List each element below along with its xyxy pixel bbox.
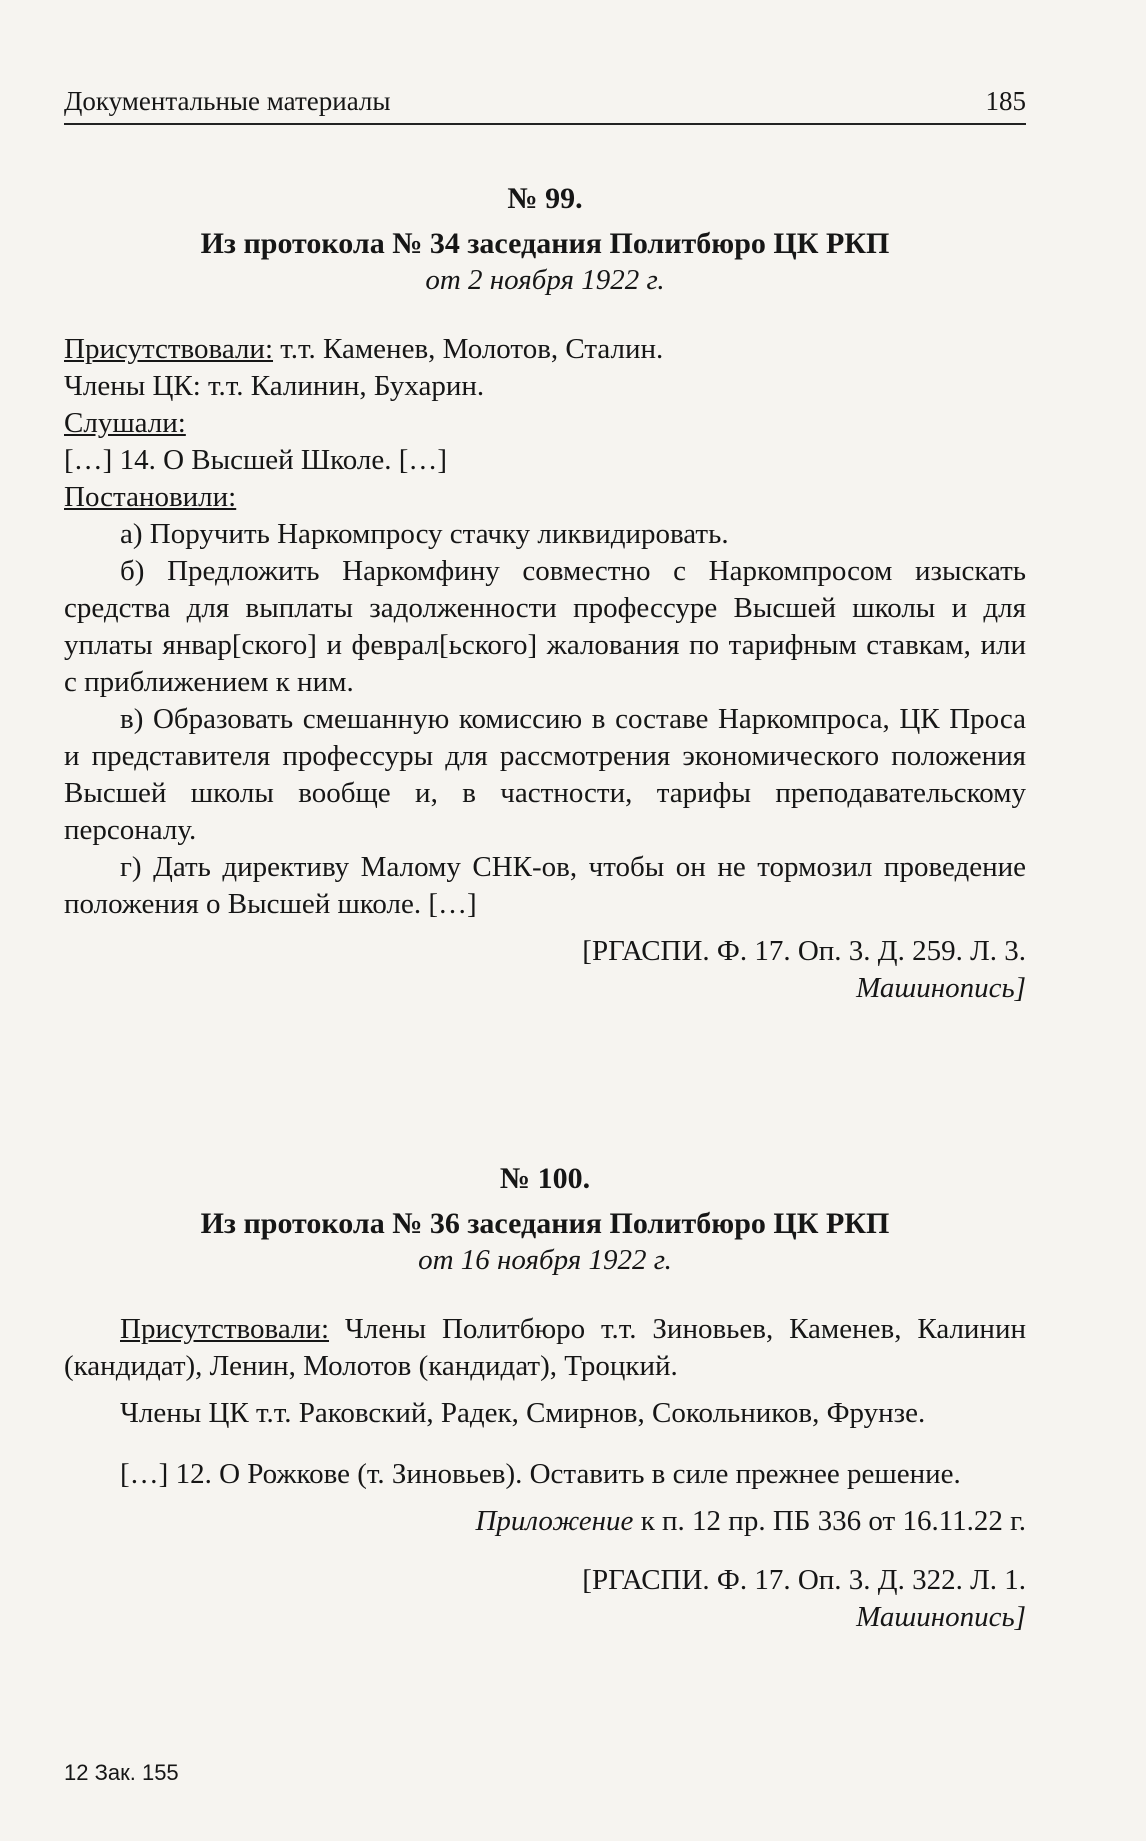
heard-item: […] 14. О Высшей Школе. […]: [64, 444, 448, 476]
document-date: от 16 ноября 1922 г.: [418, 1244, 672, 1276]
attendance-text: Члены Политбюро т.т. Зиновьев, Каменев, Калинин (кандидат), Ленин, Молотов (кандидат), Троцкий.: [64, 1313, 1026, 1382]
document-title: Из протокола № 34 заседания Политбюро ЦК РКП: [200, 227, 890, 260]
decision-item-g: г) Дать директиву Малому СНК-ов, чтобы он не тормозил проведение положения о Высшей школе. […]: [64, 851, 1026, 920]
document-number: № 100.: [499, 1162, 591, 1195]
archive-source: [РГАСПИ. Ф. 17. Оп. 3. Д. 322. Л. 1.: [582, 1564, 1026, 1596]
archive-source: [РГАСПИ. Ф. 17. Оп. 3. Д. 259. Л. 3.: [582, 935, 1026, 967]
attendance-label: Присутствовали:: [120, 1313, 330, 1345]
appendix-note: [64, 1503, 1026, 1540]
document-title: Из протокола № 36 заседания Политбюро ЦК РКП: [200, 1207, 890, 1240]
cc-members: Члены ЦК т.т. Раковский, Радек, Смирнов, Сокольников, Фрунзе.: [120, 1397, 926, 1429]
header-title: Документальные материалы: [64, 86, 391, 116]
appendix-text: к п. 12 пр. ПБ 336 от 16.11.22 г.: [633, 1505, 1026, 1537]
archive-source-type: Машинопись]: [856, 972, 1026, 1004]
page-number: 185: [985, 86, 1026, 116]
agenda-item: […] 12. О Рожкове (т. Зиновьев). Оставить в силе прежнее решение.: [120, 1458, 961, 1490]
attendance-label: Присутствовали:: [64, 333, 274, 365]
archive-source-type: Машинопись]: [856, 1601, 1026, 1633]
cc-members: Члены ЦК: т.т. Калинин, Бухарин.: [64, 370, 485, 402]
attendance-text: т.т. Каменев, Молотов, Сталин.: [273, 333, 664, 365]
decision-item-b: б) Предложить Наркомфину совместно с Наркомпросом изыскать средства для выплаты задолженности профессуре Высшей школы и для уплаты январ[ского] и феврал[ьского] жалования по тарифным ставкам, или с приближением к ним.: [64, 555, 1026, 698]
document-100: [64, 1160, 1026, 1636]
document-date: от 2 ноября 1922 г.: [425, 264, 665, 296]
running-header: [64, 86, 1026, 125]
appendix-label: Приложение: [475, 1505, 634, 1537]
decision-item-a: а) Поручить Наркомпросу стачку ликвидировать.: [120, 518, 729, 550]
attendance: [64, 331, 1026, 368]
document-number: № 99.: [507, 182, 583, 215]
decided-label: Постановили:: [64, 481, 237, 513]
printer-mark: 12 Зак. 155: [64, 1760, 179, 1785]
document-99: [64, 180, 1026, 1007]
decision-item-v: в) Образовать смешанную комиссию в составе Наркомпроса, ЦК Проса и представителя профессуры для рассмотрения экономического положения Высшей школы вообще и, в частности, тарифы преподавательскому персоналу.: [64, 703, 1026, 846]
heard-label: Слушали:: [64, 407, 186, 439]
attendance: [64, 1311, 1026, 1385]
